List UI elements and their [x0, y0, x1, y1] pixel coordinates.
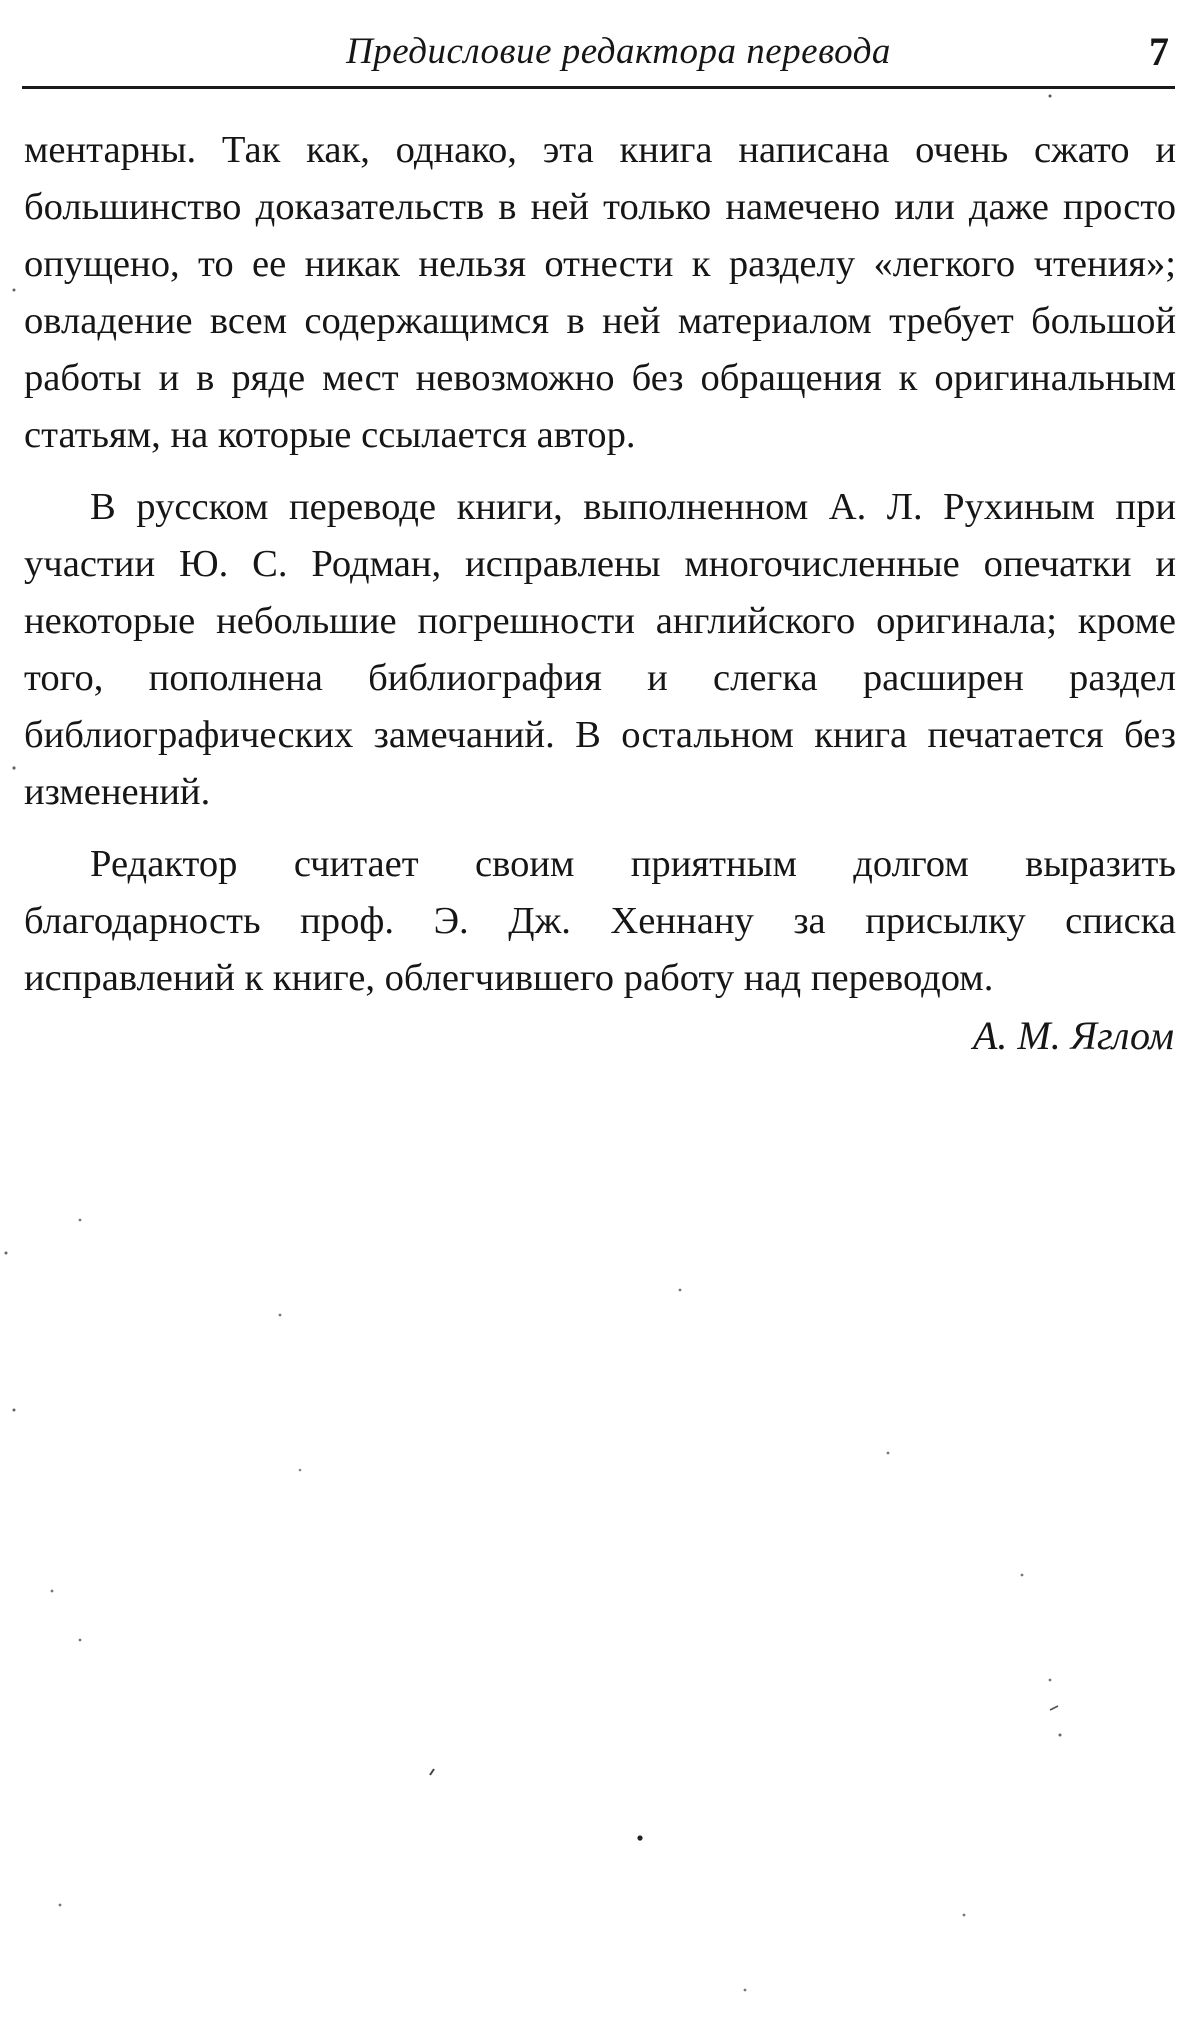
running-header	[22, 28, 1175, 89]
paragraph-continued: ментарны. Так как, однако, эта книга написана очень сжато и большинство доказательств в ней только намечено или даже просто опущено, то ее никак нельзя отнести к разделу «легкого чтения»; овладение всем содержащимся в ней материалом требует большой работы и в ряде мест невозможно без обращения к оригинальным статьям, на которые ссылается автор.	[24, 129, 1176, 456]
body-text	[24, 122, 1176, 1064]
page-number: 7	[1149, 29, 1169, 74]
signature: А. М. Яглом	[972, 1013, 1174, 1058]
paragraph-acknowledgement: Редактор считает своим приятным долгом выразить благодарность проф. Э. Дж. Хеннану за присылку списка исправлений к книге, облегчившего работу над переводом.	[24, 843, 1176, 999]
paragraph-translation-note: В русском переводе книги, выполненном А. Л. Рухиным при участии Ю. С. Родман, исправлены многочисленные опечатки и некоторые небольшие погрешности английского оригинала; кроме того, пополнена библиография и слегка расширен раздел библиографических замечаний. В остальном книга печатается без изменений.	[24, 486, 1176, 813]
running-title: Предисловие редактора перевода	[346, 31, 891, 72]
